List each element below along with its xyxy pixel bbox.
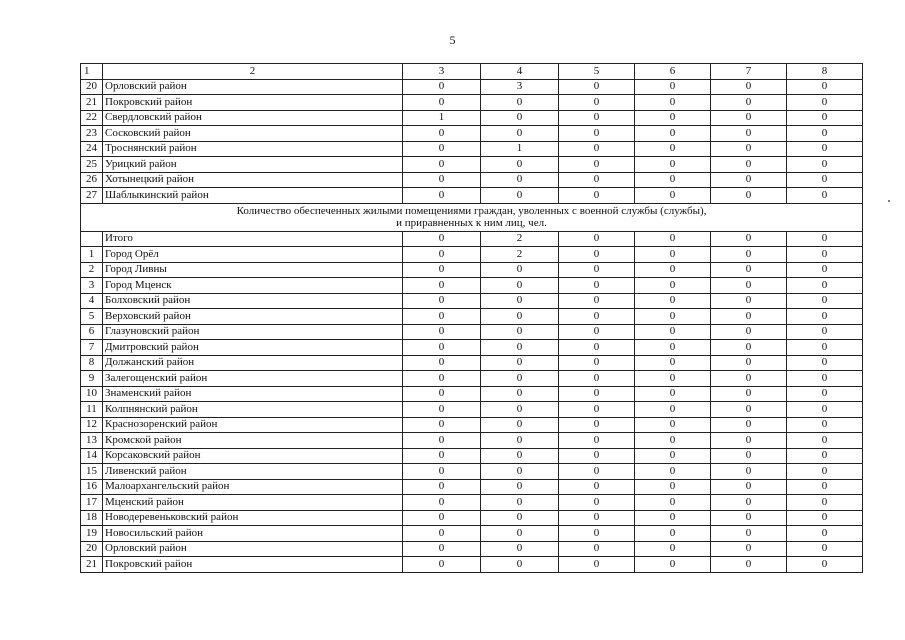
- table-row: [81, 402, 863, 418]
- district-name: Краснозоренский район: [103, 417, 403, 433]
- value-cell: 0: [711, 386, 787, 402]
- value-cell: 0: [481, 110, 559, 126]
- table-row: [81, 141, 863, 157]
- value-cell: 0: [481, 188, 559, 204]
- value-cell: 0: [481, 278, 559, 294]
- value-cell: 0: [711, 126, 787, 142]
- value-cell: 2: [481, 231, 559, 247]
- value-cell: 0: [711, 231, 787, 247]
- value-cell: 0: [403, 262, 481, 278]
- value-cell: 0: [635, 141, 711, 157]
- value-cell: 0: [403, 386, 481, 402]
- value-cell: 0: [635, 386, 711, 402]
- value-cell: 0: [403, 448, 481, 464]
- column-header: 6: [635, 64, 711, 80]
- table-row: [81, 247, 863, 263]
- table-row: [81, 464, 863, 480]
- value-cell: 0: [787, 355, 863, 371]
- value-cell: 0: [403, 247, 481, 263]
- value-cell: 0: [403, 340, 481, 356]
- district-name: Залегощенский район: [103, 371, 403, 387]
- row-number: 11: [81, 402, 103, 418]
- value-cell: 0: [481, 293, 559, 309]
- value-cell: 0: [711, 188, 787, 204]
- value-cell: 0: [635, 231, 711, 247]
- value-cell: 0: [711, 110, 787, 126]
- district-name: Орловский район: [103, 541, 403, 557]
- value-cell: 0: [559, 126, 635, 142]
- table-row: [81, 355, 863, 371]
- value-cell: 0: [481, 448, 559, 464]
- value-cell: 0: [787, 126, 863, 142]
- row-number: 24: [81, 141, 103, 157]
- value-cell: 0: [559, 278, 635, 294]
- value-cell: 0: [787, 386, 863, 402]
- value-cell: 0: [787, 79, 863, 95]
- value-cell: 0: [481, 371, 559, 387]
- value-cell: 0: [559, 526, 635, 542]
- value-cell: 0: [481, 262, 559, 278]
- value-cell: 0: [559, 541, 635, 557]
- district-name: Свердловский район: [103, 110, 403, 126]
- value-cell: 0: [635, 495, 711, 511]
- value-cell: 0: [711, 340, 787, 356]
- row-number: 16: [81, 479, 103, 495]
- row-number: 13: [81, 433, 103, 449]
- value-cell: 0: [711, 479, 787, 495]
- value-cell: 0: [403, 79, 481, 95]
- value-cell: 0: [635, 340, 711, 356]
- value-cell: 0: [559, 172, 635, 188]
- value-cell: 0: [559, 355, 635, 371]
- district-name: Сосковский район: [103, 126, 403, 142]
- table-row: [81, 510, 863, 526]
- row-number: 10: [81, 386, 103, 402]
- value-cell: 0: [635, 293, 711, 309]
- district-name: Должанский район: [103, 355, 403, 371]
- value-cell: 0: [787, 541, 863, 557]
- value-cell: 0: [481, 510, 559, 526]
- value-cell: 0: [559, 464, 635, 480]
- row-number: 15: [81, 464, 103, 480]
- column-header: 1: [81, 64, 103, 80]
- value-cell: 0: [635, 247, 711, 263]
- section-row: [81, 203, 863, 231]
- value-cell: 0: [787, 293, 863, 309]
- value-cell: 0: [635, 110, 711, 126]
- row-number: 20: [81, 79, 103, 95]
- row-number: 6: [81, 324, 103, 340]
- value-cell: 0: [711, 433, 787, 449]
- value-cell: 0: [403, 464, 481, 480]
- value-cell: 0: [403, 278, 481, 294]
- row-number: 20: [81, 541, 103, 557]
- value-cell: 0: [635, 557, 711, 573]
- row-number: 27: [81, 188, 103, 204]
- value-cell: 0: [559, 262, 635, 278]
- row-number: 21: [81, 557, 103, 573]
- value-cell: 0: [559, 433, 635, 449]
- value-cell: 0: [559, 386, 635, 402]
- value-cell: 0: [787, 172, 863, 188]
- table-row: [81, 340, 863, 356]
- value-cell: 0: [711, 141, 787, 157]
- value-cell: 0: [711, 557, 787, 573]
- row-number: 23: [81, 126, 103, 142]
- value-cell: 0: [711, 309, 787, 325]
- value-cell: 0: [711, 541, 787, 557]
- value-cell: 0: [787, 526, 863, 542]
- value-cell: 0: [403, 309, 481, 325]
- district-name: Город Мценск: [103, 278, 403, 294]
- district-name: Ливенский район: [103, 464, 403, 480]
- value-cell: 0: [787, 247, 863, 263]
- value-cell: 0: [711, 448, 787, 464]
- district-name: Покровский район: [103, 95, 403, 111]
- table-row: [81, 278, 863, 294]
- value-cell: 1: [481, 141, 559, 157]
- value-cell: 0: [635, 262, 711, 278]
- value-cell: 0: [481, 157, 559, 173]
- value-cell: 0: [559, 293, 635, 309]
- table-row: [81, 110, 863, 126]
- value-cell: 0: [559, 479, 635, 495]
- value-cell: 0: [787, 433, 863, 449]
- district-name: Итого: [103, 231, 403, 247]
- value-cell: 0: [481, 402, 559, 418]
- table-row: [81, 324, 863, 340]
- value-cell: 0: [787, 479, 863, 495]
- value-cell: 0: [787, 231, 863, 247]
- district-name: Город Орёл: [103, 247, 403, 263]
- district-name: Верховский район: [103, 309, 403, 325]
- value-cell: 0: [787, 110, 863, 126]
- value-cell: 0: [559, 110, 635, 126]
- value-cell: 0: [481, 340, 559, 356]
- value-cell: 0: [403, 231, 481, 247]
- header-row: [81, 64, 863, 80]
- value-cell: 0: [559, 448, 635, 464]
- column-header: 3: [403, 64, 481, 80]
- value-cell: 0: [559, 141, 635, 157]
- value-cell: 0: [635, 526, 711, 542]
- value-cell: 0: [559, 247, 635, 263]
- value-cell: 0: [403, 126, 481, 142]
- value-cell: 0: [403, 557, 481, 573]
- table-row: [81, 262, 863, 278]
- value-cell: 0: [481, 433, 559, 449]
- value-cell: 0: [559, 157, 635, 173]
- value-cell: 0: [635, 417, 711, 433]
- row-number: 17: [81, 495, 103, 511]
- value-cell: 2: [481, 247, 559, 263]
- value-cell: 0: [787, 371, 863, 387]
- value-cell: 0: [787, 324, 863, 340]
- value-cell: 0: [711, 371, 787, 387]
- value-cell: 0: [559, 309, 635, 325]
- value-cell: 0: [787, 340, 863, 356]
- value-cell: 3: [481, 79, 559, 95]
- district-name: Шаблыкинский район: [103, 188, 403, 204]
- value-cell: 0: [711, 324, 787, 340]
- value-cell: 0: [559, 79, 635, 95]
- district-name: Город Ливны: [103, 262, 403, 278]
- value-cell: 0: [635, 172, 711, 188]
- table-row: [81, 172, 863, 188]
- row-number: 22: [81, 110, 103, 126]
- value-cell: 0: [559, 371, 635, 387]
- value-cell: 0: [711, 495, 787, 511]
- value-cell: 0: [711, 262, 787, 278]
- value-cell: 0: [787, 95, 863, 111]
- value-cell: 0: [403, 371, 481, 387]
- district-name: Покровский район: [103, 557, 403, 573]
- district-name: Знаменский район: [103, 386, 403, 402]
- value-cell: 0: [403, 479, 481, 495]
- value-cell: 0: [635, 541, 711, 557]
- value-cell: 0: [559, 495, 635, 511]
- value-cell: 0: [711, 464, 787, 480]
- district-name: Орловский район: [103, 79, 403, 95]
- district-name: Новосильский район: [103, 526, 403, 542]
- row-number: 1: [81, 247, 103, 263]
- value-cell: 0: [481, 495, 559, 511]
- row-number: 8: [81, 355, 103, 371]
- value-cell: 0: [635, 402, 711, 418]
- district-name: Глазуновский район: [103, 324, 403, 340]
- value-cell: 0: [787, 557, 863, 573]
- value-cell: 0: [635, 278, 711, 294]
- value-cell: 0: [481, 526, 559, 542]
- value-cell: 0: [481, 126, 559, 142]
- district-name: Хотынецкий район: [103, 172, 403, 188]
- section-title: [81, 203, 863, 231]
- district-name: Колпнянский район: [103, 402, 403, 418]
- value-cell: 0: [787, 402, 863, 418]
- value-cell: 0: [635, 95, 711, 111]
- value-cell: 0: [481, 324, 559, 340]
- row-number: 21: [81, 95, 103, 111]
- value-cell: 0: [635, 510, 711, 526]
- value-cell: 0: [635, 479, 711, 495]
- district-name: Троснянский район: [103, 141, 403, 157]
- district-name: Новодеревеньковский район: [103, 510, 403, 526]
- value-cell: 0: [787, 417, 863, 433]
- value-cell: 0: [559, 188, 635, 204]
- value-cell: 0: [711, 157, 787, 173]
- value-cell: 0: [711, 278, 787, 294]
- value-cell: 0: [635, 464, 711, 480]
- value-cell: 0: [635, 157, 711, 173]
- value-cell: 0: [787, 157, 863, 173]
- row-number: 14: [81, 448, 103, 464]
- value-cell: 0: [403, 172, 481, 188]
- district-name: Малоархангельский район: [103, 479, 403, 495]
- value-cell: 1: [403, 110, 481, 126]
- table-row: [81, 386, 863, 402]
- section-title-line1: Количество обеспеченных жилыми помещениями граждан, уволенных с военной службы (службы),: [236, 205, 707, 217]
- value-cell: 0: [403, 541, 481, 557]
- district-name: Кромской район: [103, 433, 403, 449]
- value-cell: 0: [635, 126, 711, 142]
- value-cell: 0: [635, 371, 711, 387]
- column-header: 2: [103, 64, 403, 80]
- value-cell: 0: [403, 402, 481, 418]
- value-cell: 0: [559, 510, 635, 526]
- value-cell: 0: [635, 355, 711, 371]
- row-number: 19: [81, 526, 103, 542]
- value-cell: 0: [635, 448, 711, 464]
- value-cell: 0: [559, 417, 635, 433]
- district-name: Корсаковский район: [103, 448, 403, 464]
- stray-mark: [888, 200, 890, 202]
- value-cell: 0: [787, 141, 863, 157]
- row-number: 4: [81, 293, 103, 309]
- value-cell: 0: [403, 141, 481, 157]
- column-header: 7: [711, 64, 787, 80]
- value-cell: 0: [711, 510, 787, 526]
- table-row: [81, 541, 863, 557]
- value-cell: 0: [481, 464, 559, 480]
- row-number: 18: [81, 510, 103, 526]
- value-cell: 0: [559, 340, 635, 356]
- value-cell: 0: [635, 309, 711, 325]
- value-cell: 0: [711, 79, 787, 95]
- value-cell: 0: [559, 402, 635, 418]
- district-name: Болховский район: [103, 293, 403, 309]
- column-header: 8: [787, 64, 863, 80]
- value-cell: 0: [711, 95, 787, 111]
- value-cell: 0: [403, 95, 481, 111]
- page-number: 5: [449, 33, 456, 47]
- table-row: [81, 371, 863, 387]
- value-cell: 0: [787, 510, 863, 526]
- row-number: 5: [81, 309, 103, 325]
- value-cell: 0: [403, 324, 481, 340]
- table-row: [81, 126, 863, 142]
- value-cell: 0: [481, 95, 559, 111]
- value-cell: 0: [481, 386, 559, 402]
- value-cell: 0: [787, 464, 863, 480]
- value-cell: 0: [403, 526, 481, 542]
- value-cell: 0: [711, 355, 787, 371]
- value-cell: 0: [711, 247, 787, 263]
- value-cell: 0: [481, 172, 559, 188]
- row-number: 26: [81, 172, 103, 188]
- row-number: 2: [81, 262, 103, 278]
- value-cell: 0: [787, 278, 863, 294]
- value-cell: 0: [403, 495, 481, 511]
- value-cell: 0: [711, 526, 787, 542]
- value-cell: 0: [787, 262, 863, 278]
- value-cell: 0: [787, 448, 863, 464]
- value-cell: 0: [481, 355, 559, 371]
- section-title-line2: и приравненных к ним лиц, чел.: [396, 217, 547, 229]
- table-row: [81, 526, 863, 542]
- table-row: [81, 433, 863, 449]
- value-cell: 0: [559, 557, 635, 573]
- value-cell: 0: [787, 188, 863, 204]
- row-number: [81, 231, 103, 247]
- value-cell: 0: [481, 417, 559, 433]
- value-cell: 0: [711, 172, 787, 188]
- value-cell: 0: [559, 324, 635, 340]
- value-cell: 0: [635, 324, 711, 340]
- value-cell: 0: [559, 95, 635, 111]
- row-number: 25: [81, 157, 103, 173]
- row-number: 12: [81, 417, 103, 433]
- value-cell: 0: [787, 495, 863, 511]
- value-cell: 0: [403, 157, 481, 173]
- district-name: Мценский район: [103, 495, 403, 511]
- data-table: [80, 63, 863, 573]
- value-cell: 0: [787, 309, 863, 325]
- value-cell: 0: [481, 309, 559, 325]
- value-cell: 0: [403, 355, 481, 371]
- value-cell: 0: [403, 417, 481, 433]
- table-row: [81, 309, 863, 325]
- value-cell: 0: [711, 417, 787, 433]
- table-row: [81, 495, 863, 511]
- table-row: [81, 557, 863, 573]
- value-cell: 0: [711, 402, 787, 418]
- value-cell: 0: [481, 557, 559, 573]
- value-cell: 0: [403, 188, 481, 204]
- row-number: 3: [81, 278, 103, 294]
- column-header: 5: [559, 64, 635, 80]
- table-row: [81, 293, 863, 309]
- table-row: [81, 79, 863, 95]
- value-cell: 0: [403, 510, 481, 526]
- column-header: 4: [481, 64, 559, 80]
- table-row: [81, 417, 863, 433]
- district-name: Урицкий район: [103, 157, 403, 173]
- row-number: 9: [81, 371, 103, 387]
- table-row: [81, 157, 863, 173]
- row-number: 7: [81, 340, 103, 356]
- table-row: [81, 188, 863, 204]
- table-row: [81, 231, 863, 247]
- value-cell: 0: [403, 293, 481, 309]
- value-cell: 0: [559, 231, 635, 247]
- value-cell: 0: [635, 188, 711, 204]
- value-cell: 0: [481, 541, 559, 557]
- table-row: [81, 479, 863, 495]
- table-row: [81, 95, 863, 111]
- value-cell: 0: [481, 479, 559, 495]
- value-cell: 0: [635, 79, 711, 95]
- district-name: Дмитровский район: [103, 340, 403, 356]
- value-cell: 0: [635, 433, 711, 449]
- value-cell: 0: [403, 433, 481, 449]
- table-row: [81, 448, 863, 464]
- value-cell: 0: [711, 293, 787, 309]
